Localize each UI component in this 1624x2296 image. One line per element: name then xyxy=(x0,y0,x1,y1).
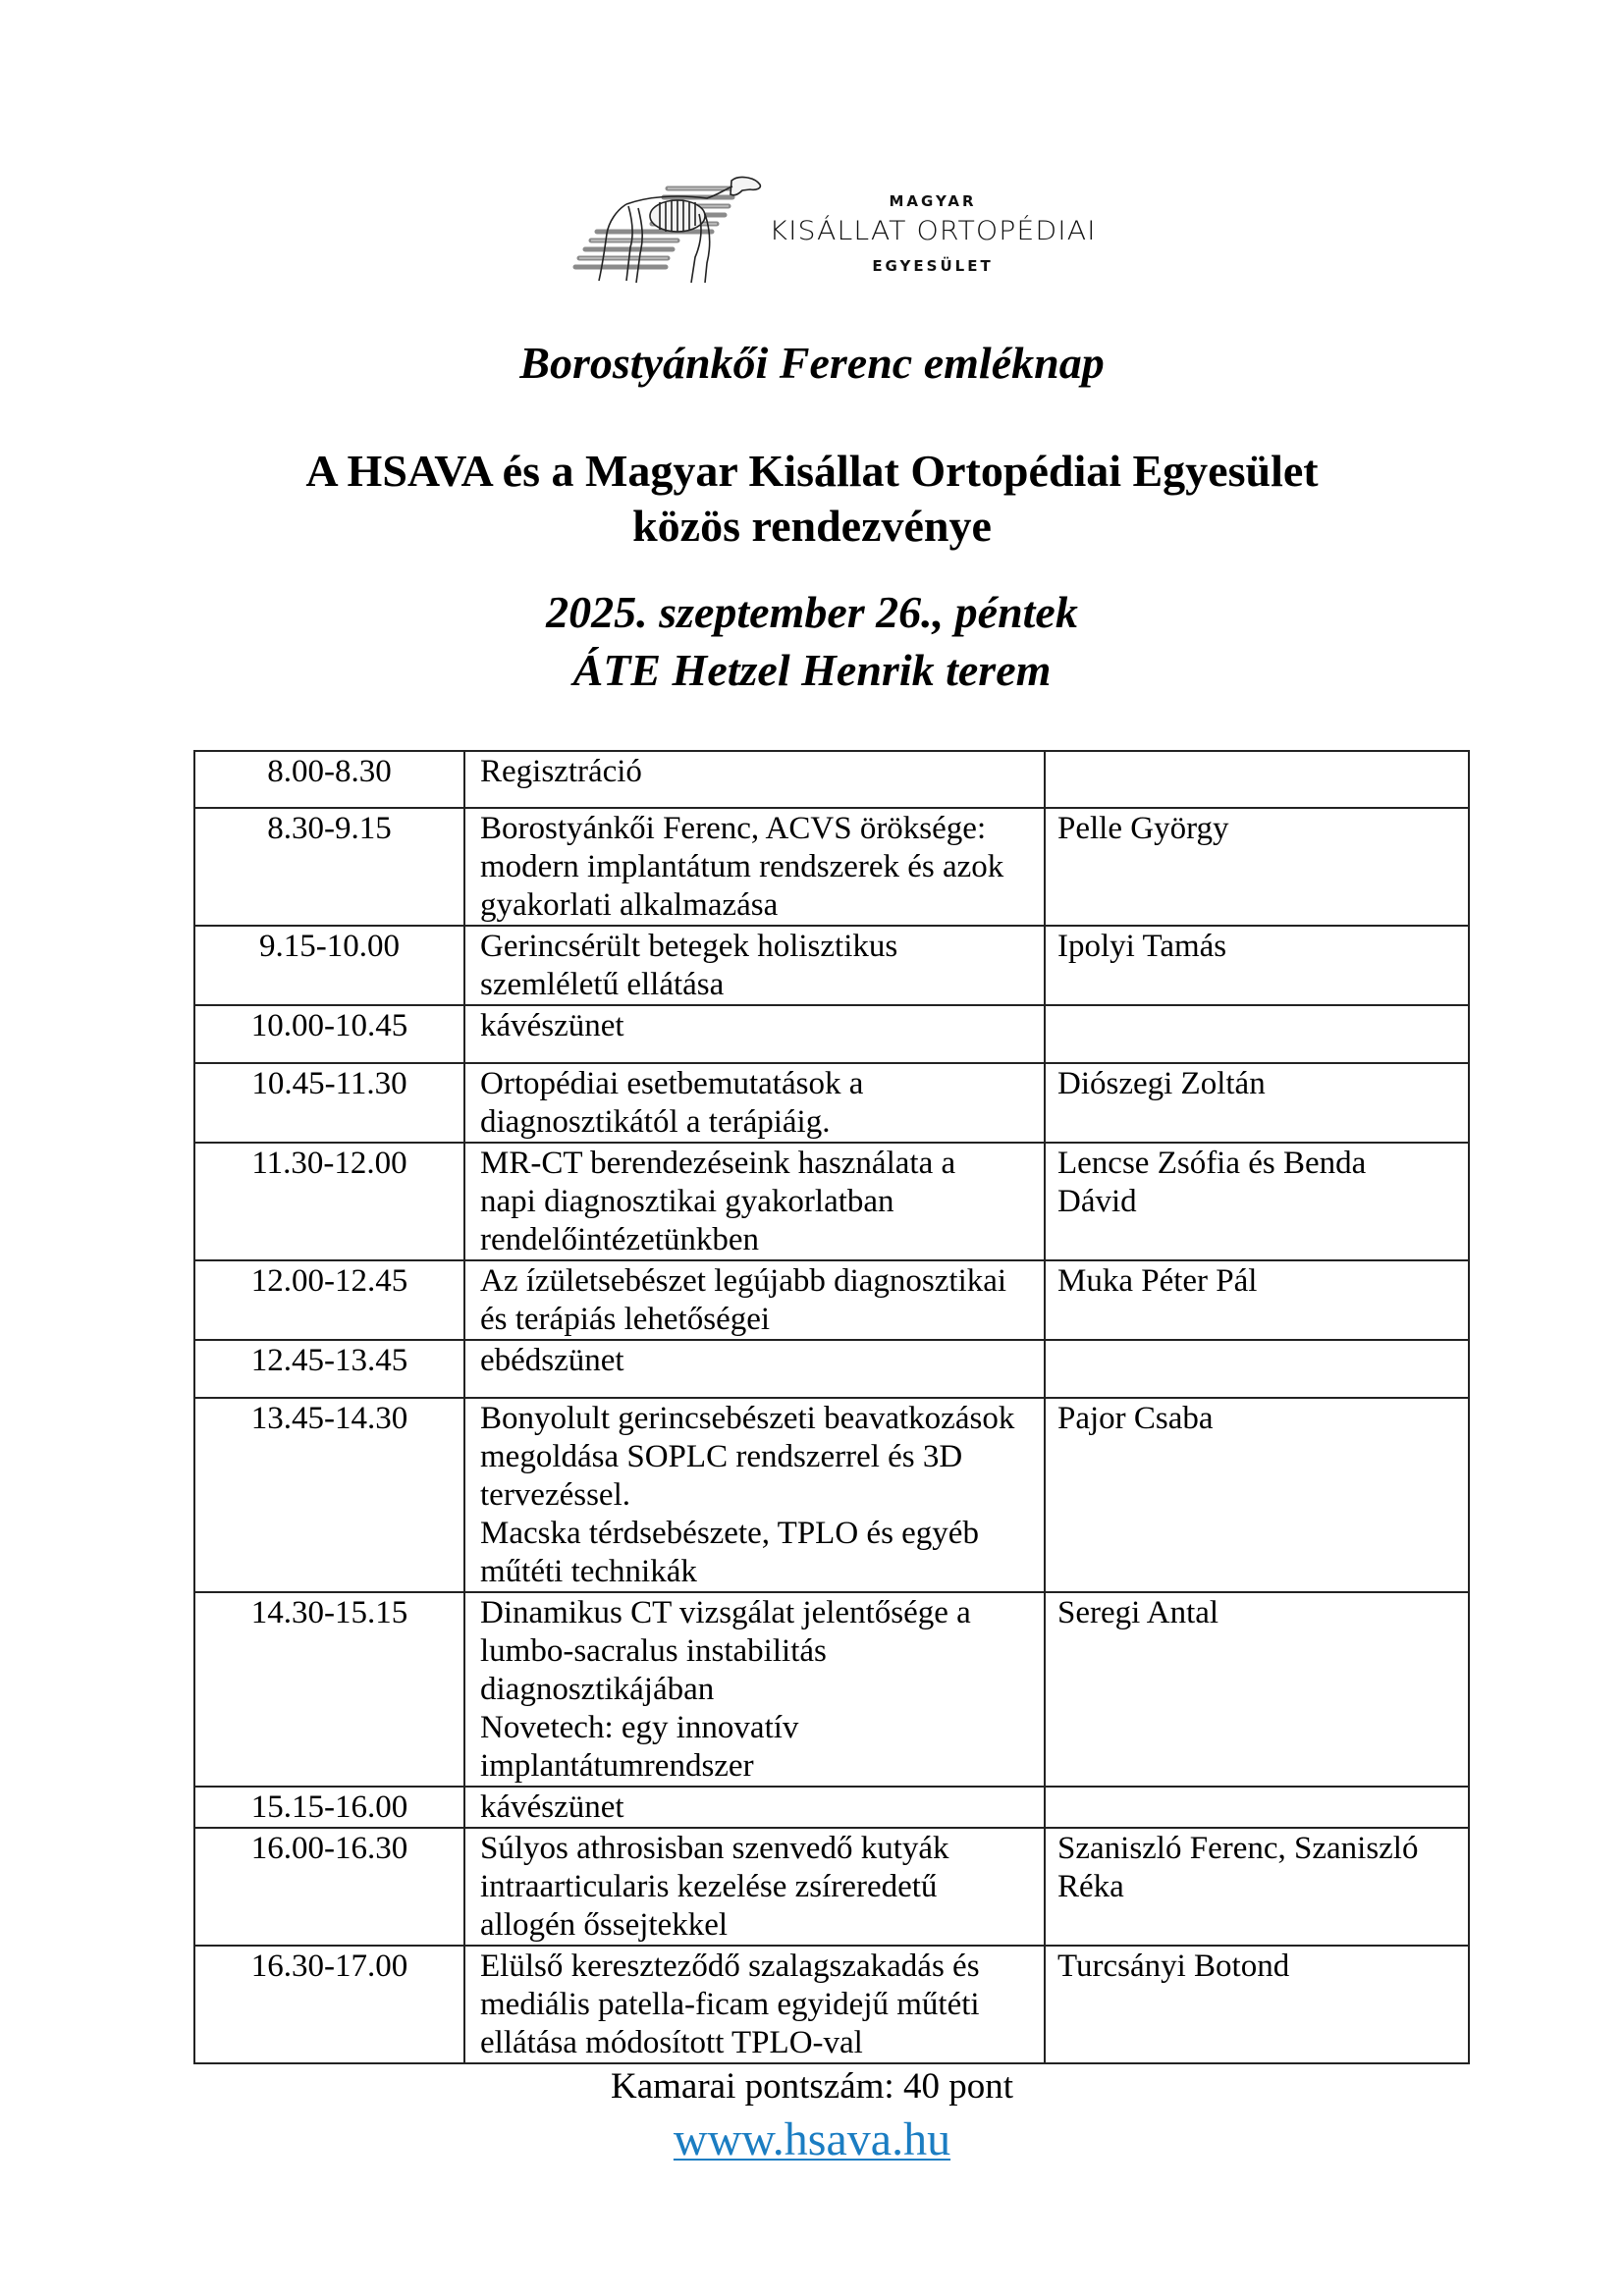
program-time: 12.00-12.45 xyxy=(194,1260,464,1340)
program-time: 12.45-13.45 xyxy=(194,1340,464,1398)
program-topic: Az ízületsebészet legújabb diagnosztikai és terápiás lehetőségei xyxy=(464,1260,1045,1340)
program-topic: kávészünet xyxy=(464,1005,1045,1063)
program-speaker: Diószegi Zoltán xyxy=(1045,1063,1469,1143)
event-title: Borostyánkői Ferenc emléknap xyxy=(519,338,1105,388)
event-subtitle-line2: közös rendezvénye xyxy=(632,501,992,551)
program-table xyxy=(193,750,1470,2064)
organization-logo xyxy=(569,175,1119,288)
program-topic: Regisztráció xyxy=(464,751,1045,808)
program-time: 15.15-16.00 xyxy=(194,1787,464,1828)
website-link[interactable]: www.hsava.hu xyxy=(673,2113,951,2165)
program-time: 9.15-10.00 xyxy=(194,926,464,1005)
program-row xyxy=(194,1260,1469,1340)
program-row xyxy=(194,1592,1469,1787)
program-time: 14.30-15.15 xyxy=(194,1592,464,1787)
program-time: 11.30-12.00 xyxy=(194,1143,464,1260)
program-topic: Ortopédiai esetbemutatások a diagnosztikától a terápiáig. xyxy=(464,1063,1045,1143)
program-topic: Súlyos athrosisban szenvedő kutyák intraarticularis kezelése zsíreredetű allogén őssejtekkel xyxy=(464,1828,1045,1946)
program-topic: Borostyánkői Ferenc, ACVS öröksége: modern implantátum rendszerek és azok gyakorlati alkalmazása xyxy=(464,808,1045,926)
program-speaker: Seregi Antal xyxy=(1045,1592,1469,1787)
program-time: 16.00-16.30 xyxy=(194,1828,464,1946)
credit-points: Kamarai pontszám: 40 pont xyxy=(611,2066,1013,2107)
program-speaker: Lencse Zsófia és Benda Dávid xyxy=(1045,1143,1469,1260)
logo-line-magyar: MAGYAR xyxy=(889,192,977,210)
logo-text xyxy=(746,175,1119,288)
program-speaker xyxy=(1045,1005,1469,1063)
program-speaker: Ipolyi Tamás xyxy=(1045,926,1469,1005)
program-speaker: Muka Péter Pál xyxy=(1045,1260,1469,1340)
program-topic: kávészünet xyxy=(464,1787,1045,1828)
program-topic: Elülső kereszteződő szalagszakadás és mediális patella-ficam egyidejű műtéti ellátása módosított TPLO-val xyxy=(464,1946,1045,2063)
website-link-wrapper xyxy=(0,2112,1624,2167)
program-speaker: Pelle György xyxy=(1045,808,1469,926)
program-row xyxy=(194,751,1469,808)
program-row xyxy=(194,1946,1469,2063)
program-row xyxy=(194,1340,1469,1398)
program-row xyxy=(194,1398,1469,1592)
program-speaker: Szaniszló Ferenc, Szaniszló Réka xyxy=(1045,1828,1469,1946)
program-topic: MR-CT berendezéseink használata a napi diagnosztikai gyakorlatban rendelőintézetünkben xyxy=(464,1143,1045,1260)
program-row xyxy=(194,808,1469,926)
program-time: 10.00-10.45 xyxy=(194,1005,464,1063)
program-row xyxy=(194,1143,1469,1260)
program-time: 13.45-14.30 xyxy=(194,1398,464,1592)
event-venue: ÁTE Hetzel Henrik terem xyxy=(572,645,1052,695)
program-speaker xyxy=(1045,1787,1469,1828)
program-row xyxy=(194,1828,1469,1946)
program-topic: Gerincsérült betegek holisztikus szemléletű ellátása xyxy=(464,926,1045,1005)
program-topic: Dinamikus CT vizsgálat jelentősége a lumbo-sacralus instabilitás diagnosztikájában Novetech: egy innovatív implantátumrendszer xyxy=(464,1592,1045,1787)
program-row xyxy=(194,1787,1469,1828)
program-speaker xyxy=(1045,1340,1469,1398)
event-date: 2025. szeptember 26., péntek xyxy=(546,587,1078,637)
program-row xyxy=(194,926,1469,1005)
logo-line-kisallat-ortopediai: KISÁLLAT ORTOPÉDIAI xyxy=(769,216,1097,246)
program-speaker xyxy=(1045,751,1469,808)
program-time: 16.30-17.00 xyxy=(194,1946,464,2063)
program-speaker: Turcsányi Botond xyxy=(1045,1946,1469,2063)
program-speaker: Pajor Csaba xyxy=(1045,1398,1469,1592)
program-time: 8.30-9.15 xyxy=(194,808,464,926)
logo-line-egyesulet: EGYESÜLET xyxy=(872,257,994,275)
program-time: 8.00-8.30 xyxy=(194,751,464,808)
event-subtitle-line1: A HSAVA és a Magyar Kisállat Ortopédiai Egyesület xyxy=(305,446,1319,496)
program-topic: Bonyolult gerincsebészeti beavatkozások megoldása SOPLC rendszerrel és 3D tervezéssel. Macska térdsebészete, TPLO és egyéb műtéti technikák xyxy=(464,1398,1045,1592)
program-row xyxy=(194,1005,1469,1063)
program-time: 10.45-11.30 xyxy=(194,1063,464,1143)
program-row xyxy=(194,1063,1469,1143)
program-topic: ebédszünet xyxy=(464,1340,1045,1398)
